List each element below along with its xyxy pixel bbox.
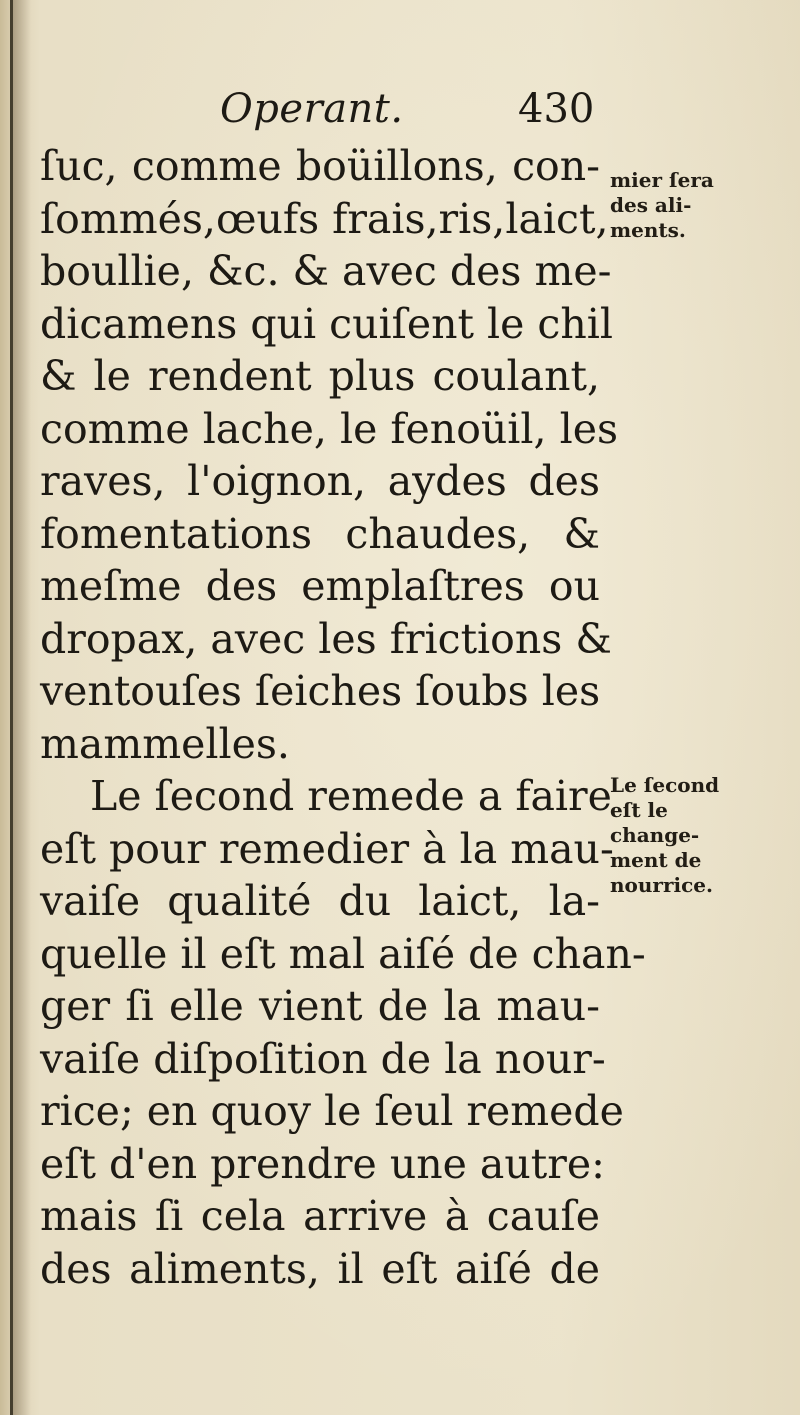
text-line: boullie, &c. & avec des me- bbox=[40, 247, 612, 295]
text-line: eſt pour remedier à la mau- bbox=[40, 824, 614, 873]
margin-note-line: mier ſera bbox=[610, 168, 714, 192]
margin-note-line: Le ſecond bbox=[610, 773, 720, 797]
text-line: vaiſe qualité du laict, la- bbox=[40, 877, 600, 925]
page-number: 430 bbox=[518, 86, 595, 132]
text-line: vaiſe diſpoſition de la nour- bbox=[40, 1034, 606, 1083]
text-line: quelle il eſt mal aiſé de chan- bbox=[40, 929, 646, 978]
text-line: ventouſes ſeiches ſoubs les bbox=[40, 667, 601, 715]
page-gutter-shadow bbox=[13, 0, 31, 1415]
text-line-paragraph-end: mammelles. bbox=[40, 719, 290, 768]
text-line: fomentations chaudes, & bbox=[40, 509, 600, 558]
text-line-paragraph-start: Le ſecond remede a faire bbox=[90, 772, 612, 820]
margin-note-second bbox=[610, 773, 760, 898]
margin-note-line: eſt le bbox=[610, 798, 668, 822]
margin-note-line: ments. bbox=[610, 218, 686, 242]
text-line: comme lache, le fenoüil, les bbox=[40, 404, 619, 453]
running-head: Operant. bbox=[220, 86, 404, 132]
text-line: ſommés,œufs frais,ris,laict, bbox=[40, 194, 609, 243]
text-line: rice; en quoy le ſeul remede bbox=[40, 1087, 624, 1135]
margin-note-line: ment de bbox=[610, 848, 702, 872]
margin-note-line: change- bbox=[610, 823, 700, 847]
text-line: dropax, avec les frictions & bbox=[40, 614, 612, 663]
margin-note-line: des ali- bbox=[610, 193, 692, 217]
text-line: eſt d'en prendre une autre: bbox=[40, 1139, 605, 1188]
text-line: ſuc, comme boüillons, con- bbox=[40, 142, 600, 190]
margin-note-line: nourrice. bbox=[610, 873, 713, 897]
text-line: des aliments, il eſt aiſé de bbox=[40, 1244, 600, 1293]
page-header bbox=[220, 85, 600, 137]
margin-note-first bbox=[610, 168, 760, 243]
text-line: meſme des emplaſtres ou bbox=[40, 562, 600, 610]
text-line: raves, l'oignon, aydes des bbox=[40, 457, 600, 505]
text-line: mais ſi cela arrive à cauſe bbox=[40, 1192, 600, 1240]
text-line: & le rendent plus coulant, bbox=[40, 352, 600, 400]
text-line: dicamens qui cuiſent le chil bbox=[40, 299, 614, 348]
text-line: ger ſi elle vient de la mau- bbox=[40, 982, 600, 1030]
